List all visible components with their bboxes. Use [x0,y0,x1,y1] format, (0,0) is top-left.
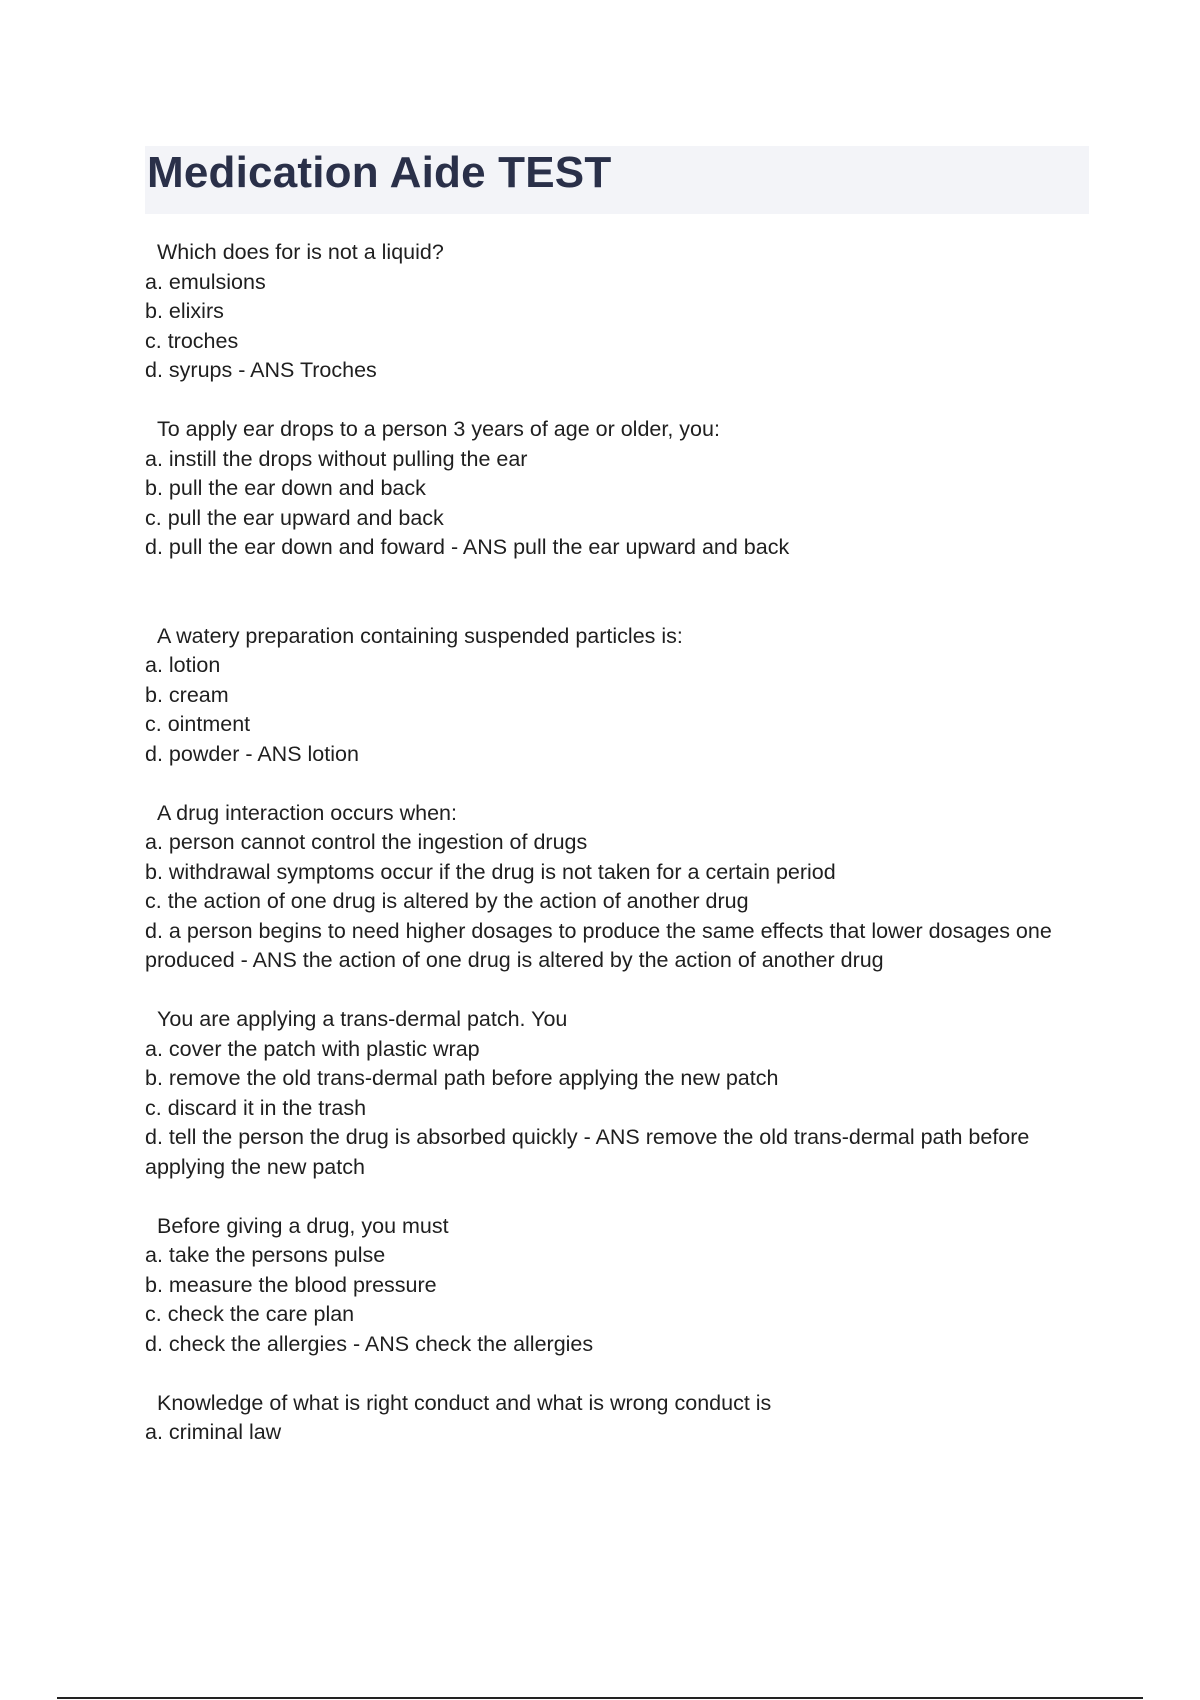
question-block [145,799,1090,976]
footer-divider [57,1697,1143,1699]
question-stem: Before giving a drug, you must [157,1213,449,1238]
answer-option: c. discard it in the trash [145,1095,367,1120]
question-stem: You are applying a trans-dermal patch. You [157,1007,568,1031]
answer-option: d. syrups - ANS Troches [145,358,377,382]
answer-option: b. pull the ear down and back [145,476,426,500]
question-stem: A watery preparation containing suspended particles is: [157,623,683,648]
answer-option: a. cover the patch with plastic wrap [145,1036,480,1061]
answer-option: d. tell the person the drug is absorbed quickly - ANS remove the old trans-dermal path before [145,1125,1030,1149]
answer-option: b. elixirs [145,299,224,323]
question-stem: Knowledge of what is right conduct and what is wrong conduct is [157,1390,772,1415]
answer-option: a. instill the drops without pulling the ear [145,446,528,471]
answer-option: d. powder - ANS lotion [145,741,359,766]
question-list [145,238,1090,1477]
answer-option: c. the action of one drug is altered by the action of another drug [145,889,749,913]
answer-option: d. a person begins to need higher dosages to produce the same effects that lower dosages one [145,918,1052,943]
answer-option: a. criminal law [145,1420,282,1444]
answer-option: d. check the allergies - ANS check the allergies [145,1331,594,1356]
answer-option: b. measure the blood pressure [145,1272,437,1297]
page-title: Medication Aide TEST [147,148,612,197]
answer-option: b. cream [145,682,229,707]
question-block [145,1389,1090,1448]
answer-option: c. troches [145,328,239,353]
question-stem: To apply ear drops to a person 3 years of age or older, you: [157,417,720,441]
question-stem: Which does for is not a liquid? [157,240,444,264]
answer-option: b. remove the old trans-dermal path before applying the new patch [145,1066,779,1090]
answer-option: a. emulsions [145,269,266,294]
answer-option: a. lotion [145,653,221,677]
answer-option: c. pull the ear upward and back [145,505,444,530]
question-block [145,415,1090,563]
question-block [145,622,1090,770]
question-block [145,1005,1090,1182]
answer-option: a. person cannot control the ingestion of drugs [145,830,588,854]
answer-option: c. check the care plan [145,1302,355,1326]
answer-option: a. take the persons pulse [145,1243,386,1267]
answer-option-continuation: produced - ANS the action of one drug is altered by the action of another drug [145,948,884,972]
answer-option: d. pull the ear down and foward - ANS pull the ear upward and back [145,535,790,559]
question-block [145,238,1090,386]
answer-option-continuation: applying the new patch [145,1154,365,1179]
answer-option: b. withdrawal symptoms occur if the drug is not taken for a certain period [145,859,836,884]
question-block [145,1212,1090,1360]
question-stem: A drug interaction occurs when: [157,800,457,825]
answer-option: c. ointment [145,712,251,736]
